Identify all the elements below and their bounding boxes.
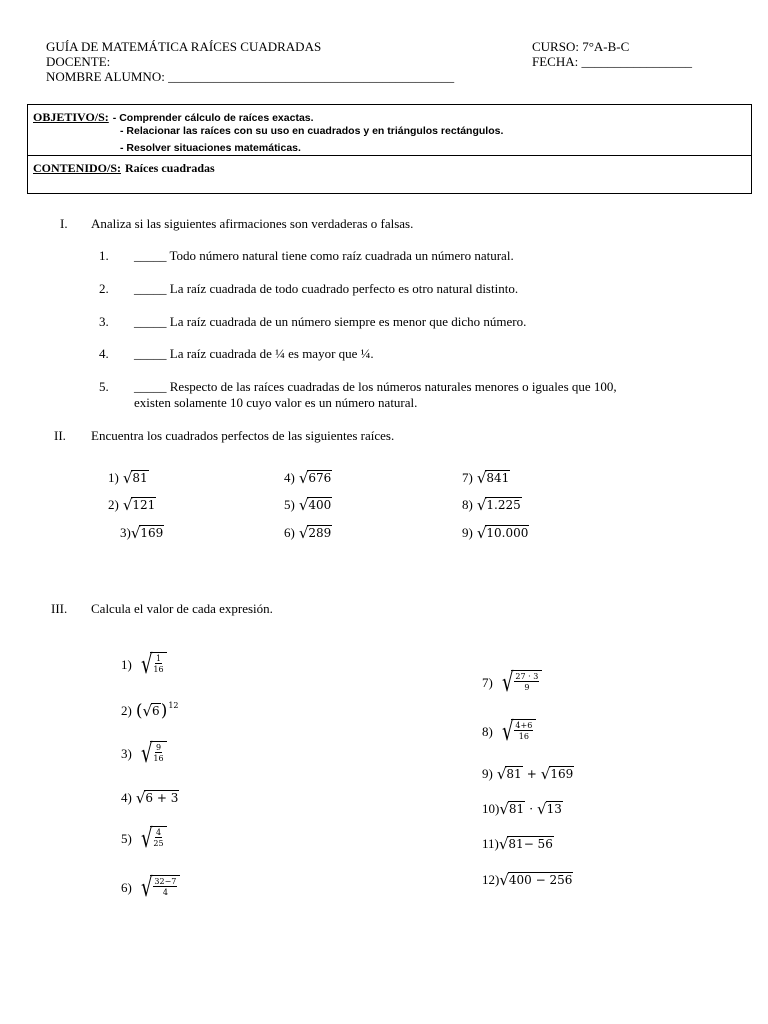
radical-icon: √ (499, 871, 509, 889)
root-item-4 (284, 470, 332, 486)
radical-icon: √ (135, 789, 146, 807)
radicand: 841 (486, 471, 510, 485)
radical-icon: √ (498, 835, 509, 853)
expression-12 (482, 872, 573, 888)
root-item-5 (284, 497, 332, 513)
radicand: 81 (508, 802, 525, 816)
root-item-7 (462, 470, 510, 486)
radical-icon: √ (298, 496, 309, 514)
radical-icon: √ (142, 702, 153, 720)
fraction-denominator: 16 (518, 732, 529, 741)
radical-icon: √ (298, 469, 309, 487)
root-item-9 (462, 525, 529, 541)
statement-text: _____ La raíz cuadrada de un número siempre es menor que dicho número. (134, 314, 527, 329)
expression-label: 1) (121, 657, 132, 672)
statement-number: 3. (99, 314, 109, 329)
content-label: CONTENIDO/S: (33, 161, 122, 175)
radical-icon: √ (122, 496, 133, 514)
objectives-label: OBJETIVO/S: (33, 110, 109, 124)
radical-icon: √ (130, 524, 141, 542)
radical-icon: √ (537, 800, 547, 818)
fraction-numerator: 4 (155, 828, 162, 837)
expression-label: 9) (482, 766, 493, 781)
objectives-heading (33, 108, 314, 126)
student-name-field: NOMBRE ALUMNO: ____________________________________________ (46, 69, 455, 84)
radical-icon: √ (140, 650, 153, 680)
teacher-label: DOCENTE: (46, 54, 111, 69)
fraction-denominator: 4 (162, 888, 168, 897)
expression-label: 3) (121, 746, 132, 761)
statement-text: _____ La raíz cuadrada de todo cuadrado perfecto es otro natural distinto. (134, 281, 519, 296)
section-1-title: Analiza si las siguientes afirmaciones son verdaderas o falsas. (91, 216, 414, 231)
section-1-numeral: I. (60, 216, 68, 231)
expression-3 (121, 741, 167, 767)
fraction-numerator: 27 · 3 (515, 672, 539, 681)
worksheet-title: GUÍA DE MATEMÁTICA RAÍCES CUADRADAS (46, 39, 322, 54)
statement-text-continued: existen solamente 10 cuyo valor es un número natural. (134, 395, 418, 410)
root-item-3 (120, 525, 164, 541)
root-item-label: 6) (284, 525, 295, 540)
expression-11 (482, 836, 554, 852)
radical-icon: √ (476, 469, 487, 487)
expression-1 (121, 652, 167, 678)
fraction-denominator: 9 (524, 683, 530, 692)
expression-label: 6) (121, 880, 132, 895)
root-item-label: 8) (462, 497, 473, 512)
radical-icon: √ (540, 765, 551, 783)
statement-number: 4. (99, 346, 109, 361)
root-item-label: 7) (462, 470, 473, 485)
expression-label: 10) (482, 801, 500, 816)
root-item-label: 5) (284, 497, 295, 512)
statement-number: 5. (99, 379, 109, 394)
radical-icon: √ (501, 668, 514, 698)
content-text: Raíces cuadradas (125, 161, 215, 175)
root-item-label: 3) (120, 525, 131, 540)
section-2-numeral: II. (54, 428, 66, 443)
radicand: 81− 56 (508, 837, 553, 851)
radicand: 13 (546, 802, 562, 816)
expression-4 (121, 790, 179, 806)
section-3-numeral: III. (51, 601, 68, 616)
radical-icon: √ (501, 717, 514, 747)
exponent: 12 (168, 700, 179, 710)
radicand: 400 (308, 498, 332, 512)
radicand: 6 + 3 (145, 791, 179, 805)
radical-icon: √ (496, 765, 507, 783)
objective-item: - Comprender cálculo de raíces exactas. (112, 112, 314, 124)
operator: · (529, 802, 534, 816)
statement-text: _____ La raíz cuadrada de ¼ es mayor que ¼. (134, 346, 374, 361)
radicand: 81 (506, 767, 522, 781)
course-label: CURSO: 7°A-B-C (532, 39, 630, 54)
root-item-6 (284, 525, 332, 541)
radicand: 81 (132, 471, 148, 485)
radicand: 10.000 (486, 526, 529, 540)
expression-label: 7) (482, 675, 493, 690)
root-item-label: 2) (108, 497, 119, 512)
radicand: 1.225 (486, 498, 521, 512)
operator: + (526, 767, 537, 781)
root-item-8 (462, 497, 522, 513)
statement-text: _____ Respecto de las raíces cuadradas de los números naturales menores o iguales que 100, (134, 379, 617, 394)
expression-label: 5) (121, 831, 132, 846)
radical-icon: √ (140, 873, 153, 903)
statement-number: 2. (99, 281, 109, 296)
root-item-label: 4) (284, 470, 295, 485)
expression-9 (482, 766, 574, 782)
radicand: 6 (152, 704, 160, 718)
objective-item: - Resolver situaciones matemáticas. (120, 142, 301, 154)
fraction-numerator: 9 (155, 743, 162, 752)
expression-10 (482, 801, 563, 817)
radicand: 400 − 256 (508, 873, 573, 887)
statement-number: 1. (99, 248, 109, 263)
root-item-label: 1) (108, 470, 119, 485)
expression-5 (121, 826, 167, 852)
root-item-2 (108, 497, 156, 513)
radicand: 169 (140, 526, 164, 540)
expression-label: 12) (482, 872, 500, 887)
expression-2: 2) ( √ 6 ) 12 (121, 700, 179, 721)
root-item-1 (108, 470, 149, 486)
section-2-title: Encuentra los cuadrados perfectos de las siguientes raíces. (91, 428, 395, 443)
expression-label: 2) (121, 703, 132, 718)
root-item-label: 9) (462, 525, 473, 540)
radical-icon: √ (298, 524, 309, 542)
fraction-numerator: 32−7 (154, 877, 177, 886)
statement-text: _____ Todo número natural tiene como raíz cuadrada un número natural. (134, 248, 514, 263)
radical-icon: √ (476, 496, 487, 514)
radicand: 289 (308, 526, 332, 540)
radicand: 676 (308, 471, 332, 485)
radical-icon: √ (140, 824, 153, 854)
radicand: 169 (550, 767, 574, 781)
radical-icon: √ (122, 469, 133, 487)
fraction-numerator: 1 (155, 654, 162, 663)
fraction-numerator: 4+6 (515, 721, 533, 730)
radical-icon: √ (499, 800, 509, 818)
radical-icon: √ (140, 739, 153, 769)
expression-7 (482, 670, 542, 696)
content-heading (33, 159, 215, 177)
date-field: FECHA: _________________ (532, 54, 692, 69)
expression-label: 4) (121, 790, 132, 805)
radicand: 121 (132, 498, 156, 512)
objective-item: - Relacionar las raíces con su uso en cuadrados y en triángulos rectángulos. (120, 125, 504, 137)
fraction-denominator: 16 (153, 754, 164, 763)
expression-8 (482, 719, 536, 745)
section-3-title: Calcula el valor de cada expresión. (91, 601, 273, 616)
expression-label: 8) (482, 724, 493, 739)
fraction-denominator: 25 (153, 839, 164, 848)
fraction-denominator: 16 (153, 665, 164, 674)
radical-icon: √ (476, 524, 487, 542)
expression-label: 11) (482, 836, 499, 851)
expression-6 (121, 875, 180, 901)
objectives-divider (27, 155, 752, 156)
